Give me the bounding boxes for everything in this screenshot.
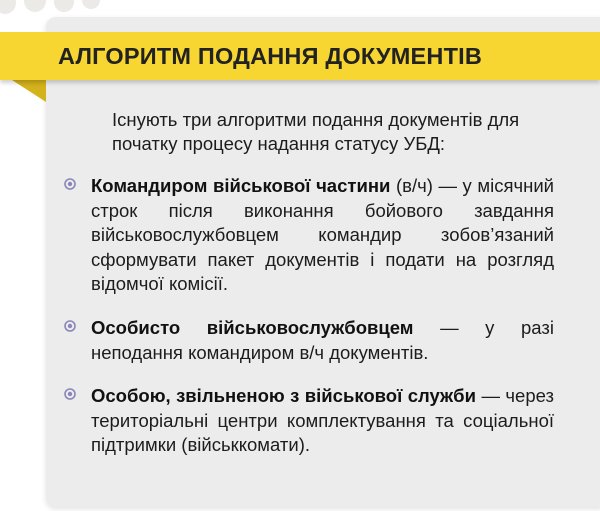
circle-bullet-icon xyxy=(64,388,76,400)
dot-shape xyxy=(0,0,16,14)
list-item-bold: Особисто військовослужбовцем xyxy=(91,317,414,338)
circle-bullet-icon xyxy=(64,178,76,190)
list-item-body: — через територіальні центри комплектування та соціальної підтримки (військкомати). xyxy=(91,385,554,456)
list-item-body: — у разі неподання командиром в/ч документів. xyxy=(91,317,554,363)
list-item-text xyxy=(91,174,554,297)
list-item-text xyxy=(91,316,554,365)
circle-bullet-icon xyxy=(64,320,76,332)
intro-text: Існують три алгоритми подання документів для початку процесу надання статусу УБД: xyxy=(112,109,520,154)
page-title: АЛГОРИТМ ПОДАННЯ ДОКУМЕНТІВ xyxy=(58,43,483,69)
dot-shape xyxy=(82,0,100,9)
dot-shape xyxy=(54,0,74,12)
list-item-bold: Особою, звільненою з військової служби xyxy=(91,385,476,406)
banner-fold-shape xyxy=(12,80,46,102)
list-item-body: (в/ч) — у місячний строк після виконання бойового завдання військовослужбовцем командир зобов’язаний сформувати пакет документів і подати на розгляд відомчої комісії. xyxy=(91,175,555,295)
title-banner xyxy=(0,32,600,80)
dot-shape xyxy=(24,0,46,12)
list-item-bold: Командиром військової частини xyxy=(91,175,391,196)
list-item-text xyxy=(91,384,554,458)
